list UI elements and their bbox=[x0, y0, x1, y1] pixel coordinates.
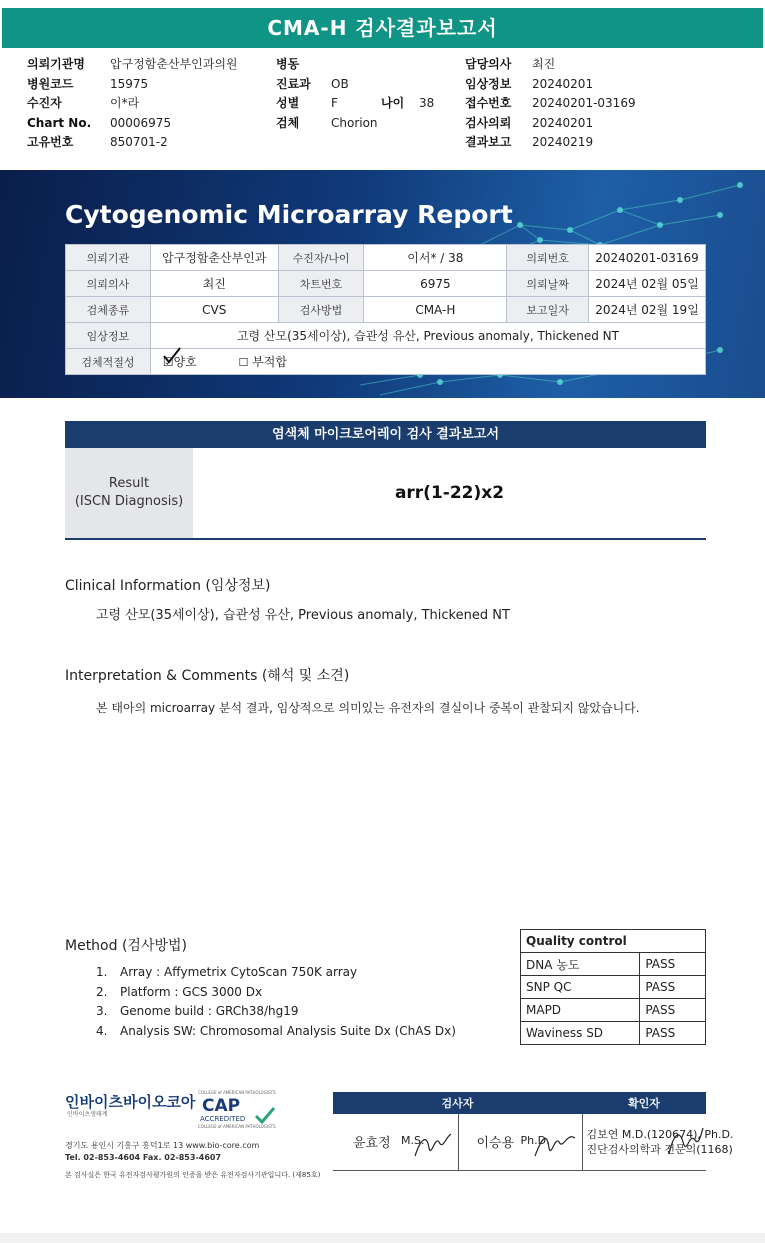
bottom-strip bbox=[0, 1233, 765, 1243]
examiner-header: 검사자 bbox=[333, 1092, 582, 1114]
interpretation-heading: Interpretation & Comments (해석 및 소견) bbox=[65, 668, 350, 684]
result-box bbox=[65, 448, 706, 540]
report-title: Cytogenomic Microarray Report bbox=[65, 200, 513, 229]
clinical-text: 고령 산모(35세이상), 습관성 유산, Previous anomaly, Thickened NT bbox=[96, 608, 510, 623]
signature-icon bbox=[411, 1128, 453, 1162]
unchecked-checkbox-icon: ☐ bbox=[238, 356, 249, 369]
signature-icon bbox=[533, 1126, 577, 1162]
signature-icon bbox=[665, 1122, 705, 1160]
info-row-clinical: 임상정보 고령 산모(35세이상), 습관성 유산, Previous anomaly, Thickened NT bbox=[66, 323, 706, 349]
footer-tel: Tel. 02-853-4604 Fax. 02-853-4607 bbox=[65, 1153, 222, 1162]
check-icon bbox=[254, 1106, 276, 1124]
list-item: 2. Platform : GCS 3000 Dx bbox=[96, 984, 263, 999]
result-label: Result (ISCN Diagnosis) bbox=[65, 448, 193, 538]
confirmer-cell: 김보연 M.D.(120674), Ph.D. 진단검사의학과 전문의(1168) bbox=[582, 1114, 706, 1170]
info-row: 검체종류 CVS 검사방법 CMA-H 보고일자 2024년 02월 19일 bbox=[66, 297, 706, 323]
footer-note: 본 검사실은 한국 유전자검사평가원의 인증을 받은 유전자검사기관입니다. (제85호) bbox=[65, 1171, 321, 1179]
header-col-2: 병동 진료과 OB 성별 F 나이 38 검체 Chorion bbox=[276, 57, 435, 130]
result-value: arr(1-22)x2 bbox=[394, 483, 505, 503]
adequacy-bad-label: 부적합 bbox=[252, 355, 287, 369]
checkmark-icon bbox=[162, 347, 182, 365]
method-heading: Method (검사방법) bbox=[65, 938, 187, 954]
info-row: 의뢰기관 압구정함춘산부인과 수진자/나이 이서* / 38 의뢰번호 20240201-03169 bbox=[66, 245, 706, 271]
list-item: 1. Array : Affymetrix CytoScan 750K array bbox=[96, 965, 358, 979]
info-row: 의뢰의사 최진 차트번호 6975 의뢰날짜 2024년 02월 05일 bbox=[66, 271, 706, 297]
list-item: 3. Genome build : GRCh38/hg19 bbox=[96, 1004, 299, 1018]
document-title: CMA-H 검사결과보고서 bbox=[2, 8, 763, 48]
table-row: Waviness SD PASS bbox=[521, 1022, 706, 1045]
table-row: MAPD PASS bbox=[521, 999, 706, 1022]
footer-address: 경기도 용인시 기흥구 흥덕1로 13 www.bio-core.com bbox=[65, 1141, 260, 1150]
result-section-title: 염색체 마이크로어레이 검사 결과보고서 bbox=[65, 421, 706, 448]
cap-accredited-logo: COLLEGE of AMERICAN PATHOLOGISTS CAP ACCREDITED COLLEGE of AMERICAN PATHOLOGISTS bbox=[198, 1090, 276, 1129]
header-col-3: 담당의사 최진 임상정보 20240201 접수번호 20240201-03169 검사의뢰 20240201 결과보고 20240219 bbox=[465, 57, 636, 149]
examiner-1-cell: 윤효정 M.S. bbox=[333, 1114, 458, 1170]
interpretation-text: 본 태아의 microarray 분석 결과, 임상적으로 의미있는 유전자의 결실이나 중복이 관찰되지 않았습니다. bbox=[96, 701, 640, 715]
company-logo: 인바이츠바이오코아 bbox=[65, 1093, 196, 1111]
confirm-header: 확인자 bbox=[582, 1092, 706, 1114]
adequacy-ok-label: 양호 bbox=[173, 355, 197, 369]
table-row: DNA 농도 PASS bbox=[521, 953, 706, 976]
list-item: 4. Analysis SW: Chromosomal Analysis Suite Dx (ChAS Dx) bbox=[96, 1023, 456, 1038]
method-list bbox=[96, 965, 456, 1043]
examiner-2-cell: 이승용 Ph.D. bbox=[458, 1114, 582, 1170]
company-logo-sub: 인바이츠생태계 bbox=[67, 1111, 108, 1118]
signature-table bbox=[333, 1092, 734, 1171]
clinical-heading: Clinical Information (임상정보) bbox=[65, 578, 271, 594]
checked-checkbox-icon: ☑ bbox=[162, 355, 174, 369]
quality-control-table bbox=[520, 929, 706, 1045]
qc-title: Quality control bbox=[521, 930, 706, 953]
table-row: SNP QC PASS bbox=[521, 976, 706, 999]
info-row-adequacy: 검체적절성 ☑양호 ☐ 부적합 bbox=[66, 349, 706, 375]
header-col-1: 의뢰기관명 압구정함춘산부인과의원 병원코드 15975 수진자 이*라 Chart No. 00006975 고유번호 850701-2 bbox=[27, 57, 238, 149]
